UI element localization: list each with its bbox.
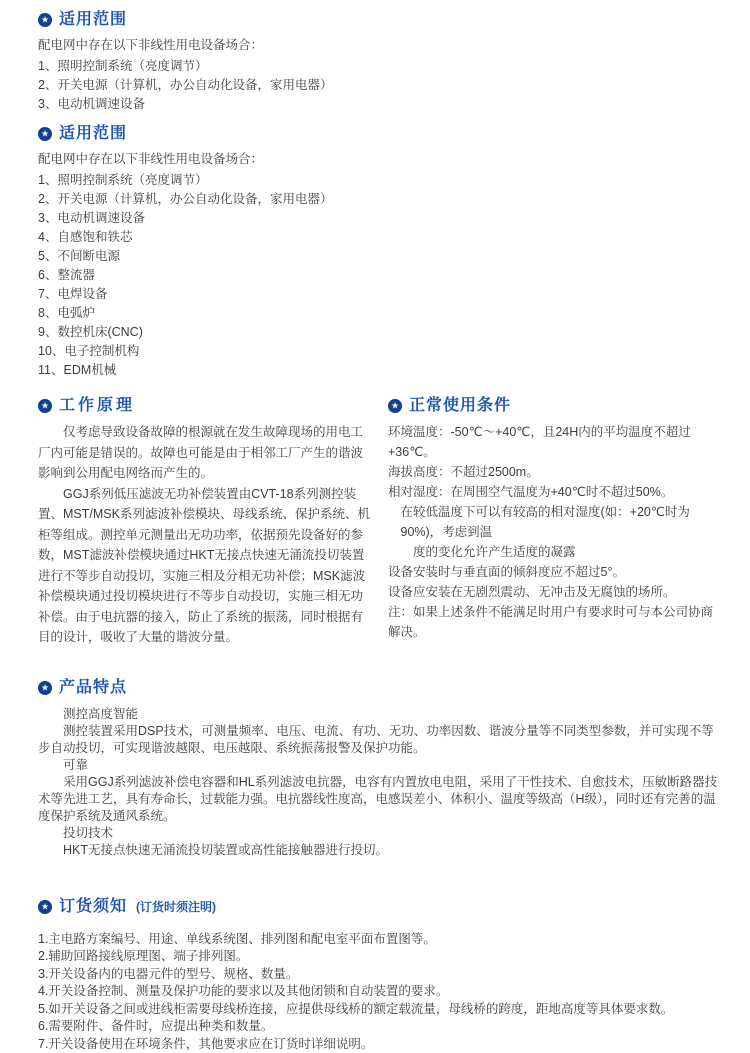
feature-text: 采用GGJ系列滤波补偿电容器和HL系列滤波电抗器，电容有内置放电电阻，采用了干性技术、自愈技术，压敏断路器技术等先进工艺，具有寿命长，过载能力强。电抗器线性度高，电感误差小、体积小、温度等级高（H级），同时还有完善的温度保护系统及通风系统。 — [38, 774, 724, 825]
star-badge-icon: ★ — [38, 13, 52, 27]
list-item: 11、EDM机械 — [38, 361, 724, 380]
features-body — [38, 706, 724, 859]
list-item: 3、电动机调速设备 — [38, 209, 724, 228]
condition-line: 设备安装时与垂直面的倾斜度应不超过5°。 — [388, 562, 724, 582]
two-column-row — [38, 396, 724, 648]
condition-line: 设备应安装在无剧烈震动、无冲击及无腐蚀的场所。 — [388, 582, 724, 602]
condition-line: 在较低温度下可以有较高的相对湿度(如：+20℃时为90%)，考虑到温 — [388, 502, 724, 542]
principle-body — [38, 422, 374, 648]
features-heading — [38, 678, 724, 698]
scope2-title: 适用范围 — [59, 124, 127, 144]
star-badge-icon: ★ — [388, 399, 402, 413]
condition-line: 注：如果上述条件不能满足时用户有要求时可与本公司协商解决。 — [388, 602, 724, 642]
feature-subtitle: 可靠 — [38, 757, 724, 774]
features-title: 产品特点 — [59, 678, 127, 698]
scope-section-2 — [38, 124, 724, 380]
list-item: 2、开关电源（计算机，办公自动化设备，家用电器） — [38, 190, 724, 209]
star-badge-icon: ★ — [38, 399, 52, 413]
condition-line: 相对湿度：在周围空气温度为+40℃时不超过50%。 — [388, 482, 724, 502]
ordering-notes-section — [38, 897, 724, 1053]
feature-subtitle: 投切技术 — [38, 825, 724, 842]
feature-block — [38, 757, 724, 825]
list-item: 5、不间断电源 — [38, 247, 724, 266]
scope2-heading — [38, 124, 724, 144]
scope1-heading — [38, 10, 724, 30]
scope1-intro: 配电网中存在以下非线性用电设备场合： — [38, 36, 724, 55]
star-badge-icon: ★ — [38, 900, 52, 914]
principle-heading — [38, 396, 374, 416]
list-item: 6.需要附件、备件时，应提出种类和数量。 — [38, 1018, 724, 1036]
feature-text: HKT无接点快速无涌流投切装置或高性能接触器进行投切。 — [38, 842, 724, 859]
list-item: 4.开关设备控制、测量及保护功能的要求以及其他闭锁和自动装置的要求。 — [38, 983, 724, 1001]
list-item: 2、开关电源（计算机，办公自动化设备，家用电器） — [38, 76, 724, 95]
product-features-section — [38, 678, 724, 859]
feature-subtitle: 测控高度智能 — [38, 706, 724, 723]
list-item: 9、数控机床(CNC) — [38, 323, 724, 342]
conditions-body — [388, 422, 724, 642]
list-item: 7.开关设备使用在环境条件，其他要求应在订货时详细说明。 — [38, 1036, 724, 1053]
list-item: 6、整流器 — [38, 266, 724, 285]
conditions-title: 正常使用条件 — [409, 396, 511, 416]
list-item: 10、电子控制机构 — [38, 342, 724, 361]
feature-text: 测控装置采用DSP技术，可测量频率、电压、电流、有功、无功、功率因数、谐波分量等不同类型参数，并可实现不等步自动投切，可实现谐波越限、电压越限、系统振荡报警及保护功能。 — [38, 723, 724, 757]
condition-line: 海拔高度：不超过2500m。 — [388, 462, 724, 482]
feature-block — [38, 706, 724, 757]
ordering-title: 订货须知 — [59, 897, 127, 917]
list-item: 2.辅助回路接线原理图、端子排列图。 — [38, 948, 724, 966]
list-item: 1.主电路方案编号、用途、单线系统图、排列图和配电室平面布置图等。 — [38, 931, 724, 949]
condition-line: 环境温度：-50℃～+40℃，且24H内的平均温度不超过+36℃。 — [388, 422, 724, 462]
list-item: 1、照明控制系统（亮度调节） — [38, 57, 724, 76]
scope1-list — [38, 57, 724, 114]
scope2-list — [38, 171, 724, 380]
condition-line: 度的变化允许产生适度的凝露 — [388, 542, 724, 562]
star-badge-icon: ★ — [38, 127, 52, 141]
scope2-intro: 配电网中存在以下非线性用电设备场合： — [38, 150, 724, 169]
ordering-list — [38, 931, 724, 1053]
list-item: 3、电动机调速设备 — [38, 95, 724, 114]
scope1-title: 适用范围 — [59, 10, 127, 30]
list-item: 5.如开关设备之间或进线柜需要母线桥连接，应提供母线桥的额定载流量，母线桥的跨度，距地高度等具体要求数。 — [38, 1001, 724, 1019]
feature-block — [38, 825, 724, 859]
paragraph: GGJ系列低压滤波无功补偿装置由CVT-18系列测控装置、MST/MSK系列滤波补偿模块、母线系统、保护系统、机柜等组成。测控单元测量出无功功率，依据预先设备好的参数，MST滤波补偿模块通过HKT无接点快速无涌流投切装置进行不等步自动投切，实施三相及分相无功补偿；MSK滤波补偿模块通过投切模块进行不等步自动投切，实施三相无功补偿。由于电抗器的接入，防止了系统的振荡，同时根据有目的设计，吸收了大量的谐波分量。 — [38, 484, 374, 648]
list-item: 8、电弧炉 — [38, 304, 724, 323]
list-item: 7、电焊设备 — [38, 285, 724, 304]
list-item: 3.开关设备内的电器元件的型号、规格、数量。 — [38, 966, 724, 984]
scope-section-1 — [38, 6, 724, 114]
operating-conditions-section — [388, 396, 724, 648]
star-badge-icon: ★ — [38, 681, 52, 695]
working-principle-section — [38, 396, 374, 648]
list-item: 1、照明控制系统（亮度调节） — [38, 171, 724, 190]
principle-title: 工作原理 — [59, 396, 135, 416]
list-item: 4、自感饱和铁芯 — [38, 228, 724, 247]
ordering-subtitle: (订货时须注明) — [136, 897, 216, 917]
conditions-heading — [388, 396, 724, 416]
paragraph: 仅考虑导致设备故障的根源就在发生故障现场的用电工厂内可能是错误的。故障也可能是由于相邻工厂产生的谐波影响到公用配电网络而产生的。 — [38, 422, 374, 484]
